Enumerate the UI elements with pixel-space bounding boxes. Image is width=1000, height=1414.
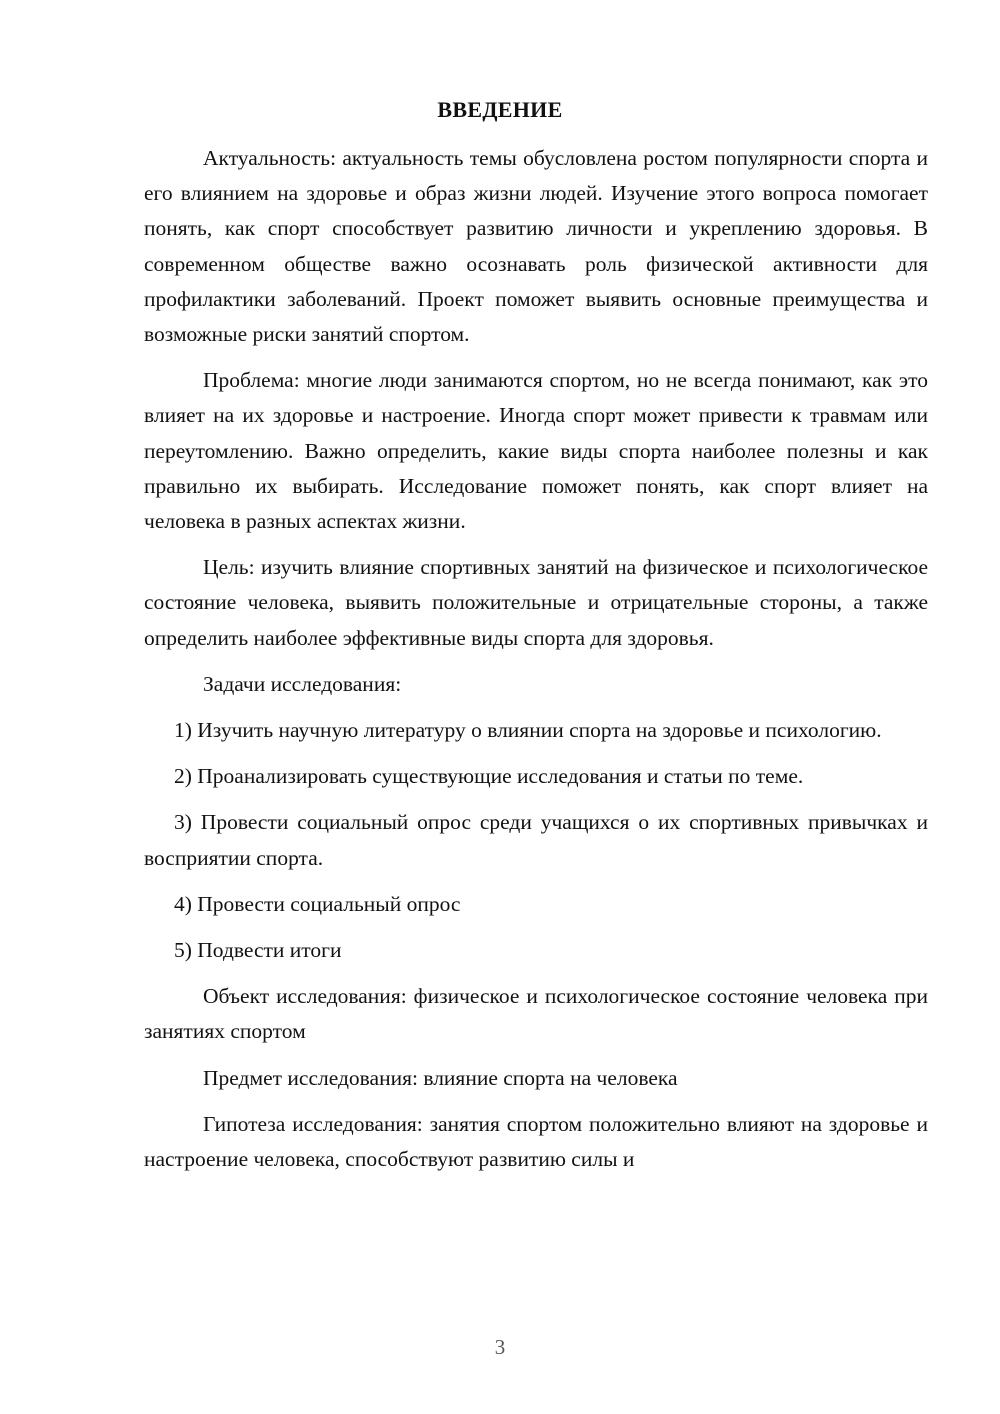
paragraph-hypothesis: Гипотеза исследования: занятия спортом положительно влияют на здоровье и настроение человека, способствуют развитию силы и [144,1111,928,1172]
paragraph-problem: Проблема: многие люди занимаются спортом, но не всегда понимают, как это влияет на их здоровье и настроение. Иногда спорт может привести к травмам или переутомлению. Важно определить, какие виды спорта наиболее полезны и как правильно их выбирать. Исследование поможет понять, как спорт влияет на человека в разных аспектах жизни. [144,368,928,534]
paragraph-goal: Цель: изучить влияние спортивных занятий на физическое и психологическое состояние человека, выявить положительные и отрицательные стороны, а также определить наиболее эффективные виды спорта для здоровья. [144,555,928,650]
document-body [144,141,928,1177]
page-number: 3 [494,1335,506,1359]
paragraph-tasks-heading: Задачи исследования: [203,671,402,696]
section-title: ВВЕДЕНИЕ [437,97,563,122]
task-item: 1) Изучить научную литературу о влиянии спорта на здоровье и психологию. [174,718,882,743]
paragraph-relevance: Актуальность: актуальность темы обусловлена ростом популярности спорта и его влиянием на здоровье и образ жизни людей. Изучение этого вопроса помогает понять, как спорт способствует развитию личности и укреплению здоровья. В современном обществе важно осознавать роль физической активности для профилактики заболеваний. Проект поможет выявить основные преимущества и возможные риски занятий спортом. [144,146,928,347]
task-item: 2) Проанализировать существующие исследования и статьи по теме. [174,764,804,789]
task-item: 3) Провести социальный опрос среди учащихся о их спортивных привычках и восприятии спорта. [144,810,928,870]
task-item: 4) Провести социальный опрос [174,891,461,916]
task-item: 5) Подвести итоги [174,938,342,963]
paragraph-subject: Предмет исследования: влияние спорта на человека [203,1065,678,1090]
paragraph-object: Объект исследования: физическое и психологическое состояние человека при занятиях спортом [144,984,928,1044]
